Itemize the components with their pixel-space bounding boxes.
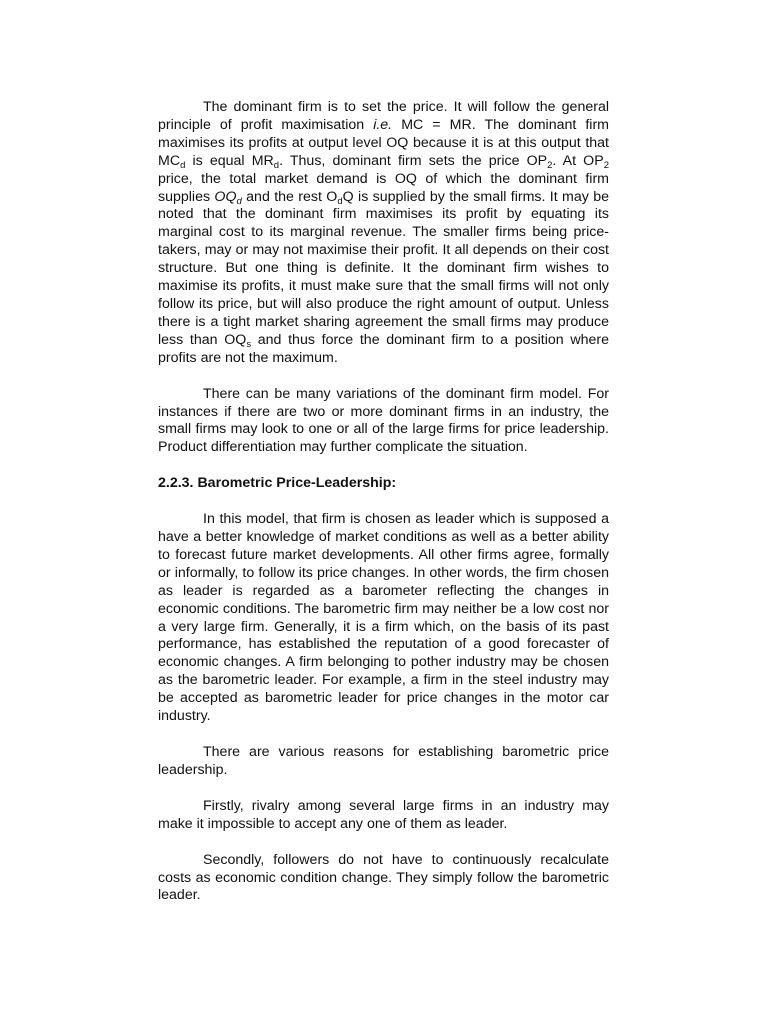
paragraph-reason-secondly: Secondly, followers do not have to continuously recalculate costs as economic condition change. They simply follow the barometric leader. [158,851,609,904]
subscript: s [246,338,252,350]
paragraph-dominant-firm-pricing [158,99,609,368]
paragraph-model-variations: There can be many variations of the dominant firm model. For instances if there are two or more dominant firms in an industry, the small firms may look to one or all of the large firms for price leadership. Product differentiation may further complicate the situation. [158,385,609,456]
text-run: is equal MR [185,152,274,169]
subscript: 2 [547,159,553,171]
document-page [158,99,609,923]
text-run: Q is supplied by the small firms. It may be noted that the dominant firm maximises its profit by equating its marginal cost to its marginal revenue. The smaller firms being price-takers, may or may not maximise their profit. It all depends on their cost structure. But one thing is definite. It the dominant firm wishes to maximise its profits, it must make sure that the small firms will not only follow its price, but will also produce the right amount of output. Unless there is a tight market sharing agreement the small firms may produce less than OQ [158,188,609,348]
text-run: The dominant firm is to set the price. It will follow the general principle of profit maximisation [158,99,609,133]
text-run-italic: d [236,195,242,207]
text-run: . At OP [552,152,604,169]
text-run-italic: OQ [214,188,237,205]
text-run: and the rest O [241,188,338,205]
text-run: MC = MR. The dominant firm maximises its profits at output level OQ because it is at this output that MC [158,116,609,169]
text-run: price, the total market demand is OQ of which the dominant firm supplies [158,170,609,205]
subscript: d [337,195,343,207]
text-run: . Thus, dominant firm sets the price OP [279,152,548,169]
paragraph-barometric-model: In this model, that firm is chosen as leader which is supposed a have a better knowledge of market conditions as well as a better ability to forecast future market developments. All other firms agree, formally or informally, to follow its price changes. In other words, the firm chosen as leader is regarded as a barometer reflecting the changes in economic conditions. The barometric firm may neither be a low cost nor a very large firm. Generally, it is a firm which, on the basis of its past performance, has established the reputation of a good forecaster of economic changes. A firm belonging to pother industry may be chosen as the barometric leader. For example, a firm in the steel industry may be accepted as barometric leader for price changes in the motor car industry. [158,511,609,725]
subscript: 2 [603,159,609,171]
subscript: d [180,159,186,171]
text-run-italic: i.e. [373,116,393,133]
paragraph-reasons-intro: There are various reasons for establishing barometric price leadership. [158,744,609,778]
paragraph-reason-firstly: Firstly, rivalry among several large firms in an industry may make it impossible to accept any one of them as leader. [158,797,609,832]
section-heading: 2.2.3. Barometric Price-Leadership: [158,475,397,492]
text-run: and thus force the dominant firm to a position where profits are not the maximum. [158,331,609,366]
subscript: d [273,159,280,171]
